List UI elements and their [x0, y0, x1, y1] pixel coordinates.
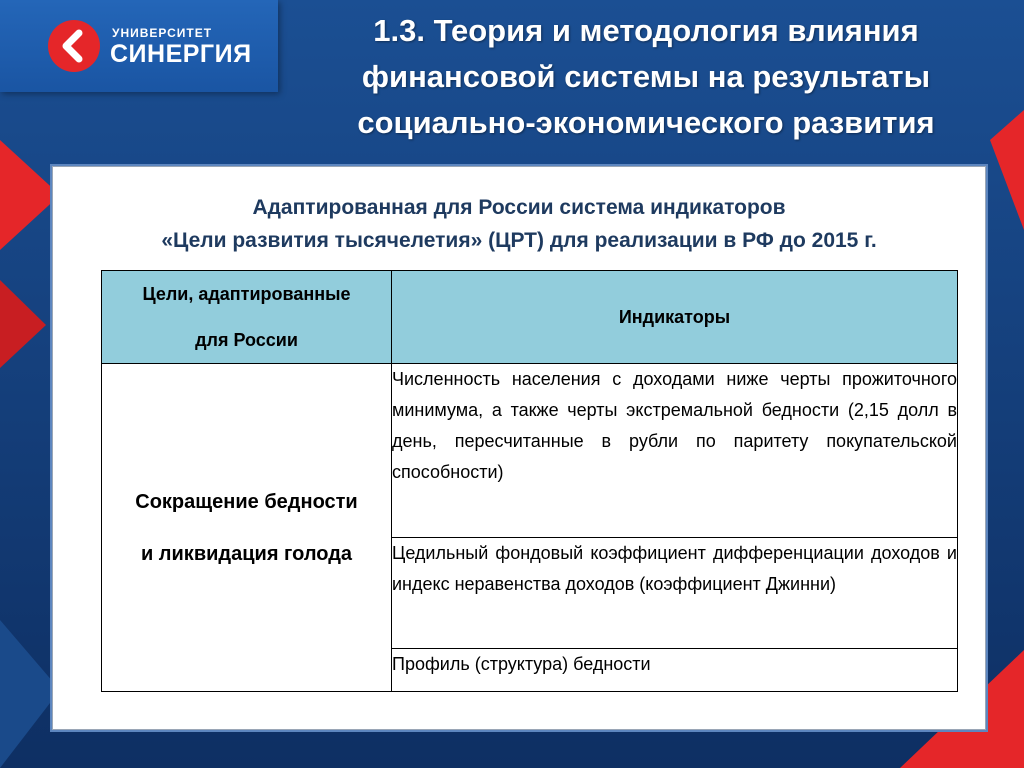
table-caption-line: «Цели развития тысячелетия» (ЦРТ) для реализации в РФ до 2015 г.: [161, 229, 877, 252]
table-row: [102, 364, 958, 538]
header-indicators: Индикаторы: [392, 271, 958, 364]
slide-title: [296, 8, 996, 146]
goal-line: Сокращение бедности: [135, 490, 358, 513]
indicator-cell: Профиль (структура) бедности: [392, 649, 958, 692]
goal-line: и ликвидация голода: [140, 542, 353, 565]
table-caption-line: Адаптированная для России система индикаторов: [252, 196, 786, 219]
logo-text-university: УНИВЕРСИТЕТ: [112, 26, 213, 40]
indicator-cell: Цедильный фондовый коэффициент дифференциации доходов и индекс неравенства доходов (коэффициент Джинни): [392, 538, 958, 649]
slide-title-line: 1.3. Теория и методология влияния: [373, 13, 919, 48]
header-goals-line: Цели, адаптированные: [142, 284, 351, 304]
header-goals: [102, 271, 392, 364]
slide-title-line: социально-экономического развития: [357, 105, 935, 140]
table-caption: [53, 191, 985, 257]
table-header-row: [102, 271, 958, 364]
slide-title-line: финансовой системы на результаты: [361, 59, 931, 94]
logo-text-synergy: СИНЕРГИЯ: [110, 40, 252, 68]
content-panel: [52, 166, 986, 730]
header-goals-line: для России: [195, 330, 298, 350]
indicators-table: [101, 270, 958, 692]
logo-block: [0, 0, 278, 92]
synergy-logo-icon: [47, 19, 101, 73]
indicator-cell: Численность населения с доходами ниже черты прожиточного минимума, а также черты экстремальной бедности (2,15 долл в день, пересчитанные в рубли по паритету покупательской способности): [392, 364, 958, 538]
goal-cell: [102, 364, 392, 692]
